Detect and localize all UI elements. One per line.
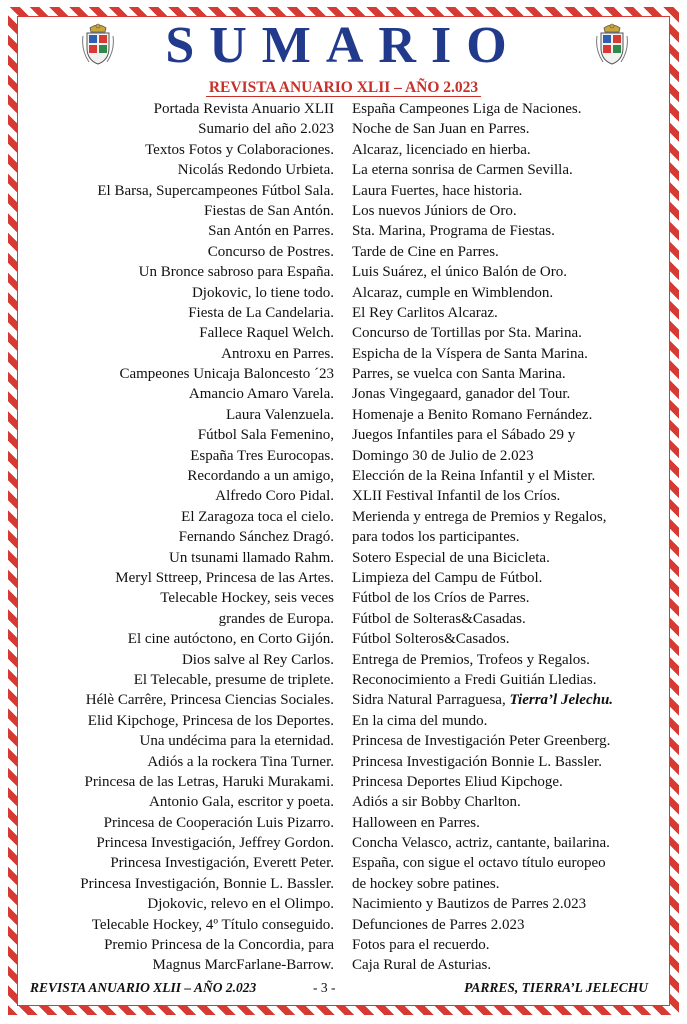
contents-entry-text: Amancio Amaro Varela. — [188, 386, 334, 403]
contents-entry — [80, 588, 334, 608]
contents-entry — [80, 99, 334, 119]
contents-entry — [80, 792, 334, 812]
contents-entry-text: Tarde de Cine en Parres. — [352, 243, 499, 260]
contents-entry — [352, 731, 613, 751]
contents-entry — [352, 772, 613, 792]
contents-entry — [80, 323, 334, 343]
contents-entry — [352, 466, 613, 486]
contents-entry-text: Reconocimiento a Fredi Guitián Lledias. — [352, 671, 597, 688]
contents-entry — [352, 405, 613, 425]
contents-entry — [352, 711, 613, 731]
footer-magazine-title: REVISTA ANUARIO XLII – AÑO 2.023 — [30, 980, 257, 995]
contents-entry-text: Princesa de las Letras, Haruki Murakami. — [84, 773, 334, 790]
contents-entry — [352, 935, 613, 955]
contents-entry — [80, 119, 334, 139]
contents-entry — [352, 874, 613, 894]
contents-entry-text: Dios salve al Rey Carlos. — [181, 651, 334, 668]
page-title: SUMARIO — [165, 17, 522, 74]
contents-entry — [80, 955, 334, 975]
contents-entry — [352, 833, 613, 853]
contents-entry-text: Portada Revista Anuario XLII — [153, 101, 334, 117]
contents-entry-text: Una undécima para la eternidad. — [139, 733, 334, 750]
contents-entry-text: Limpieza del Campu de Fútbol. — [352, 569, 543, 586]
contents-entry-text: XLII Festival Infantil de los Críos. — [352, 488, 561, 505]
contents-entry-text: El cine autóctono, en Corto Gijón. — [127, 631, 334, 648]
contents-entry-text: Los nuevos Júniors de Oro. — [352, 202, 517, 219]
contents-entry-text: El Zaragoza toca el cielo. — [181, 508, 334, 525]
contents-entry — [352, 527, 613, 547]
contents-entry-text: Fiestas de San Antón. — [204, 202, 334, 219]
contents-entry — [80, 446, 334, 466]
contents-entry — [352, 303, 613, 323]
contents-entry — [352, 344, 613, 364]
contents-entry-text: Sidra Natural Parraguesa, — [352, 692, 510, 709]
contents-entry-text: La eterna sonrisa de Carmen Sevilla. — [352, 162, 573, 179]
contents-entry-text: Textos Fotos y Colaboraciones. — [145, 141, 334, 158]
contents-entry — [80, 405, 334, 425]
contents-entry-text: Fútbol Sala Femenino, — [197, 427, 334, 444]
contents-entry — [80, 344, 334, 364]
contents-entry-text: Caja Rural de Asturias. — [352, 957, 492, 974]
contents-entry — [352, 384, 613, 404]
contents-entry — [80, 507, 334, 527]
contents-entry-text: Magnus MarcFarlane-Barrow. — [152, 957, 334, 974]
contents-entry — [352, 242, 613, 262]
contents-entry-text: Nicolás Redondo Urbieta. — [177, 162, 334, 179]
contents-entry — [352, 119, 613, 139]
contents-entry — [80, 140, 334, 160]
contents-entry-text: Princesa Investigación, Bonnie L. Bassler. — [80, 875, 334, 892]
contents-entry — [80, 752, 334, 772]
contents-entry — [352, 425, 613, 445]
contents-entry — [352, 262, 613, 282]
contents-entry — [80, 833, 334, 853]
contents-entry-text: Laura Fuertes, hace historia. — [352, 182, 523, 199]
contents-entry — [80, 527, 334, 547]
contents-entry-text: España, con sigue el octavo título europeo — [352, 855, 606, 872]
contents-entry-text: Domingo 30 de Julio de 2.023 — [352, 447, 534, 464]
contents-entry-text: Fútbol de los Críos de Parres. — [352, 590, 530, 607]
contents-entry — [80, 548, 334, 568]
contents-entry — [80, 894, 334, 914]
contents-entry-text: Meryl Sttreep, Princesa de las Artes. — [115, 569, 334, 586]
contents-entry-text: Concurso de Postres. — [207, 243, 334, 260]
contents-entry-text: Nacimiento y Bautizos de Parres 2.023 — [352, 896, 587, 913]
contents-entry-text: España Tres Eurocopas. — [190, 447, 334, 464]
contents-entry-text: Fotos para el recuerdo. — [352, 937, 490, 954]
contents-entry — [352, 588, 613, 608]
contents-entry — [80, 242, 334, 262]
contents-entry — [80, 874, 334, 894]
contents-entry-text: Adiós a la rockera Tina Turner. — [147, 753, 334, 770]
contents-entry-text: Djokovic, lo tiene todo. — [191, 284, 334, 301]
contents-entry-text: Jonas Vingegaard, ganador del Tour. — [352, 386, 571, 403]
contents-entry-emphasis: Tierra’l Jelechu. — [509, 692, 614, 709]
contents-entry-text: para todos los participantes. — [352, 529, 520, 546]
contents-entry — [352, 201, 613, 221]
contents-entry-text: Campeones Unicaja Baloncesto ´23 — [119, 366, 334, 383]
contents-entry — [352, 181, 613, 201]
contents-entry-text: El Telecable, presume de triplete. — [133, 671, 334, 688]
contents-entry-text: Noche de San Juan en Parres. — [352, 121, 530, 138]
contents-entry — [80, 181, 334, 201]
contents-entry-text: Adiós a sir Bobby Charlton. — [352, 794, 521, 811]
footer-page-number: - 3 - — [313, 980, 336, 995]
contents-entry — [352, 507, 613, 527]
contents-entry-text: Espicha de la Víspera de Santa Marina. — [352, 345, 588, 362]
contents-entry-text: grandes de Europa. — [218, 610, 334, 627]
contents-entry — [80, 283, 334, 303]
contents-entry — [352, 629, 613, 649]
contents-entry — [80, 201, 334, 221]
contents-entry-text: Djokovic, relevo en el Olimpo. — [147, 896, 334, 913]
contents-entry — [352, 955, 613, 975]
right-column-list — [352, 99, 613, 976]
contents-entry-text: Entrega de Premios, Trofeos y Regalos. — [352, 651, 590, 668]
contents-entry-text: Sumario del año 2.023 — [198, 121, 334, 138]
contents-entry — [352, 894, 613, 914]
contents-entry — [352, 221, 613, 241]
contents-entry — [80, 690, 334, 710]
contents-entry — [80, 466, 334, 486]
contents-entry-text: Hélè Carrêre, Princesa Ciencias Sociales. — [85, 692, 334, 709]
contents-entry-text: En la cima del mundo. — [352, 712, 488, 729]
contents-entry — [352, 99, 613, 119]
contents-entry-text: El Rey Carlitos Alcaraz. — [352, 304, 498, 321]
contents-entry — [352, 813, 613, 833]
contents-entry — [352, 915, 613, 935]
contents-entry-text: Telecable Hockey, seis veces — [160, 590, 334, 607]
contents-entry — [80, 221, 334, 241]
contents-entry — [352, 670, 613, 690]
contents-entry — [352, 446, 613, 466]
contents-entry — [352, 486, 613, 506]
contents-entry — [80, 568, 334, 588]
contents-entry-text: Princesa Investigación, Everett Peter. — [110, 855, 334, 872]
contents-entry-text: Luis Suárez, el único Balón de Oro. — [352, 264, 567, 281]
contents-entry-text: Laura Valenzuela. — [226, 406, 334, 423]
footer-place-name: PARRES, TIERRA’L JELECHU — [464, 980, 648, 995]
contents-entry-text: Princesa Investigación Bonnie L. Bassler. — [352, 753, 602, 770]
contents-entry — [352, 364, 613, 384]
contents-entry-text: Sotero Especial de una Bicicleta. — [352, 549, 550, 566]
contents-entry — [352, 752, 613, 772]
contents-entry — [80, 609, 334, 629]
contents-entry-text: Un tsunami llamado Rahm. — [169, 549, 334, 566]
contents-entry-text: Halloween en Parres. — [352, 814, 480, 831]
contents-entry-text: Fútbol de Solteras&Casadas. — [352, 610, 526, 627]
contents-entry-text: Princesa Deportes Eliud Kipchoge. — [352, 773, 563, 790]
contents-entry — [80, 731, 334, 751]
contents-entry — [80, 364, 334, 384]
contents-entry-text: Princesa de Cooperación Luis Pizarro. — [103, 814, 334, 831]
contents-entry — [352, 792, 613, 812]
contents-entry-text: Defunciones de Parres 2.023 — [352, 916, 525, 933]
contents-entry — [352, 323, 613, 343]
contents-entry-text: Premio Princesa de la Concordia, para — [104, 937, 334, 954]
contents-entry-text: España Campeones Liga de Naciones. — [352, 101, 582, 117]
contents-entry-text: Alfredo Coro Pidal. — [215, 488, 334, 505]
contents-entry — [352, 853, 613, 873]
contents-entry — [80, 670, 334, 690]
contents-entry-text: Alcaraz, licenciado en hierba. — [352, 141, 531, 158]
contents-entry-text: Princesa de Investigación Peter Greenberg. — [352, 733, 611, 750]
left-column-list — [80, 99, 334, 976]
contents-entry — [80, 915, 334, 935]
contents-entry-text: Parres, se vuelca con Santa Marina. — [352, 366, 566, 383]
contents-entry-text: Antroxu en Parres. — [221, 345, 334, 362]
contents-entry-text: Antonio Gala, escritor y poeta. — [149, 794, 334, 811]
contents-entry — [80, 425, 334, 445]
contents-entry-text: Telecable Hockey, 4º Título conseguido. — [91, 916, 334, 933]
contents-entry — [80, 935, 334, 955]
contents-entry-text: Elección de la Reina Infantil y el Mister. — [352, 468, 596, 485]
contents-entry-text: Homenaje a Benito Romano Fernández. — [352, 406, 593, 423]
contents-entry-text: Fallece Raquel Welch. — [199, 325, 334, 342]
contents-entry-text: Sta. Marina, Programa de Fiestas. — [352, 223, 555, 240]
contents-entry — [80, 262, 334, 282]
contents-entry-text: San Antón en Parres. — [208, 223, 334, 240]
contents-entry — [352, 568, 613, 588]
contents-entry — [80, 853, 334, 873]
contents-entry-text: Fútbol Solteros&Casados. — [352, 631, 510, 648]
contents-entry — [352, 650, 613, 670]
contents-entry-text: El Barsa, Supercampeones Fútbol Sala. — [97, 182, 334, 199]
contents-entry — [80, 384, 334, 404]
contents-entry — [80, 813, 334, 833]
contents-entry-text: Elid Kipchoge, Princesa de los Deportes. — [87, 712, 334, 729]
contents-entry-text: Alcaraz, cumple en Wimblendon. — [352, 284, 554, 301]
contents-entry — [352, 548, 613, 568]
contents-entry — [80, 711, 334, 731]
contents-entry — [80, 160, 334, 180]
contents-entry — [352, 283, 613, 303]
contents-entry-text: Merienda y entrega de Premios y Regalos, — [352, 508, 607, 525]
contents-entry — [80, 486, 334, 506]
contents-entry-text: Juegos Infantiles para el Sábado 29 y — [352, 427, 576, 444]
contents-entry — [352, 690, 613, 710]
contents-entry-text: de hockey sobre patines. — [352, 875, 500, 892]
contents-entry-text: Fernando Sánchez Dragó. — [178, 529, 334, 546]
contents-entry — [80, 650, 334, 670]
contents-entry — [352, 140, 613, 160]
contents-entry-text: Princesa Investigación, Jeffrey Gordon. — [96, 835, 334, 852]
contents-entry-text: Un Bronce sabroso para España. — [138, 264, 334, 281]
contents-entry — [80, 303, 334, 323]
contents-entry-text: Fiesta de La Candelaria. — [188, 304, 334, 321]
contents-entry-text: Recordando a un amigo, — [187, 468, 334, 485]
contents-entry — [352, 160, 613, 180]
contents-entry — [80, 772, 334, 792]
contents-entry — [80, 629, 334, 649]
contents-entry-text: Concurso de Tortillas por Sta. Marina. — [352, 325, 582, 342]
page-subtitle — [0, 78, 687, 98]
contents-entry — [352, 609, 613, 629]
contents-entry-text: Concha Velasco, actriz, cantante, bailarina. — [352, 835, 610, 852]
subtitle-text: REVISTA ANUARIO XLII – AÑO 2.023 — [206, 79, 481, 97]
